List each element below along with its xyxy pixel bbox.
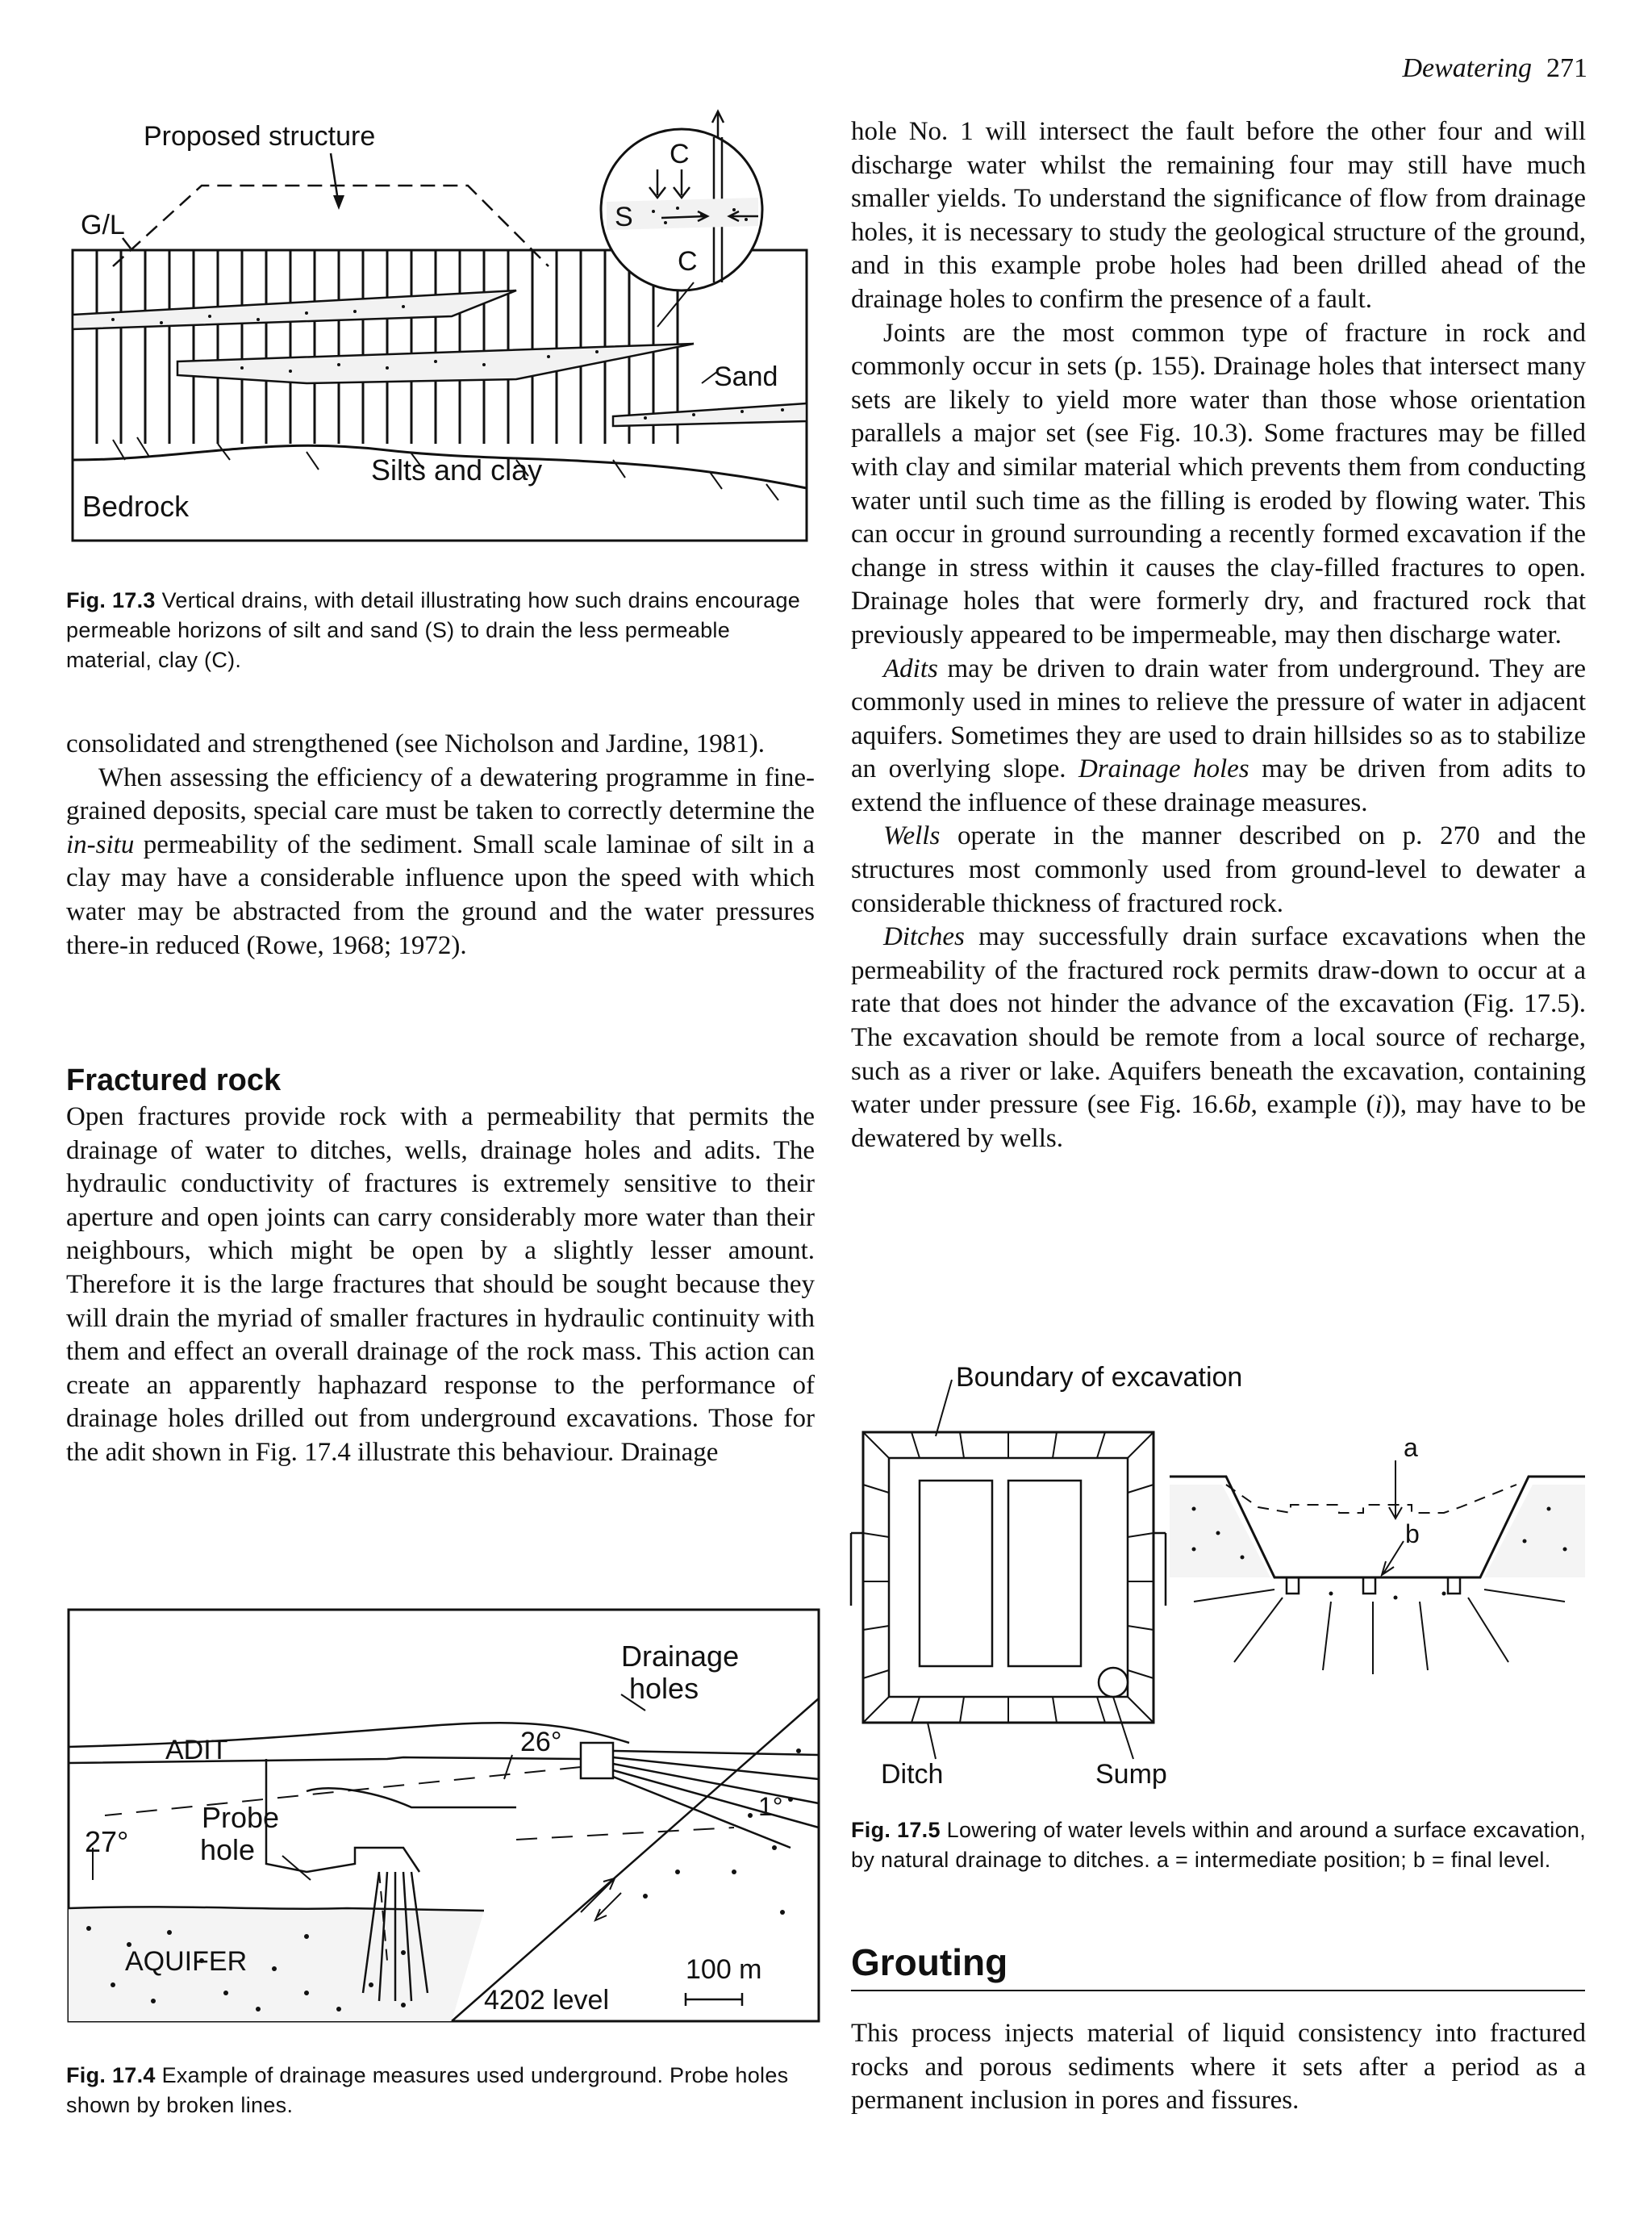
fig174-caption-text: Example of drainage measures used underground. Probe holes shown by broken lines. xyxy=(66,2063,789,2117)
right-p4-italic: Wells xyxy=(883,821,941,851)
right-p5-part-c: )), may have to be dewatered by wells. xyxy=(851,1090,1586,1153)
fig173-label-s: S xyxy=(615,202,633,232)
fig173-label-gl: G/L xyxy=(81,210,125,240)
fig175-label-sump: Sump xyxy=(1095,1759,1167,1790)
fig175-label-ditch: Ditch xyxy=(881,1759,944,1790)
fig174-caption-number: Fig. 17.4 xyxy=(66,2063,156,2087)
right-p5-italic-3: i xyxy=(1375,1090,1383,1120)
right-paragraph-2: Joints are the most common type of fracture in rock and commonly occur in sets (p. 155). Drainage holes that intersect many sets are likely to yield more water than those whose orientation parallels a major set (see Fig. 10.3). Some fractures may be filled with clay and similar material which prevents them from conducting water until such time as the filling is eroded by flowing water. This can occur in ground surrounding a recently formed excavation if the change in stress within it causes the clay-filled fractures to open. Drainage holes that were formerly dry, and fractured rock that previously appeared to be impermeable, may then discharge water. xyxy=(851,318,1586,650)
left-p2-part-a: When assessing the efficiency of a dewatering programme in fine-grained deposits, special care must be taken to correctly determine the xyxy=(66,762,815,826)
fig173-label-bedrock: Bedrock xyxy=(82,490,190,523)
fig174-label-aquifer: AQUIFER xyxy=(125,1946,248,1977)
right-p5-italic: Ditches xyxy=(883,922,965,952)
fig174-caption xyxy=(66,2061,841,2120)
left-column-lower xyxy=(66,1101,815,1470)
left-paragraph-2 xyxy=(66,762,815,963)
fig173-label-sand: Sand xyxy=(714,361,778,392)
fig173-caption-text: Vertical drains, with detail illustrating how such drains encourage permeable horizons of silt and sand (S) to drain the less permeable material, clay (C). xyxy=(66,588,801,672)
right-paragraph-6: This process injects material of liquid consistency into fractured rocks and porous sediments where it sets after a period as a permanent inclusion in pores and fissures. xyxy=(851,2019,1586,2116)
right-p3-italic-2: Drainage holes xyxy=(1078,754,1249,784)
fig173-label-c-top: C xyxy=(670,139,690,169)
right-paragraph-3 xyxy=(851,653,1586,821)
page-number: 271 xyxy=(1546,53,1587,83)
fig175-caption-number: Fig. 17.5 xyxy=(851,1818,941,1842)
right-p3-part-b: may be driven from adits to extend the influence of these drainage measures. xyxy=(851,754,1586,817)
right-p5-part-b: , example ( xyxy=(1250,1090,1375,1120)
left-column-upper xyxy=(66,728,815,963)
figure-17-4 xyxy=(65,1606,831,2033)
fig173-label-c-bottom: C xyxy=(678,246,698,277)
figure-17-5 xyxy=(847,1364,1589,1791)
right-p3-italic: Adits xyxy=(883,654,938,683)
running-title: Dewatering xyxy=(1402,53,1532,83)
fig174-label-adit: ADIT xyxy=(165,1735,228,1765)
fig174-label-scale: 100 m xyxy=(686,1954,762,1985)
right-paragraph-5 xyxy=(851,921,1586,1155)
fig173-caption xyxy=(66,586,816,675)
right-p4-part-a: operate in the manner described on p. 270 and the structures most commonly used from ground-level to dewater a considerable thickness of fractured rock. xyxy=(851,821,1586,918)
fig175-label-a: a xyxy=(1404,1433,1418,1462)
fig174-label-deg1: 1° xyxy=(758,1792,783,1821)
left-p2-part-b: permeability of the sediment. Small scale laminae of silt in a clay may have a considerable influence upon the speed with which water may be abstracted from the ground and the water pressures there-in reduced (Rowe, 1968; 1972). xyxy=(66,829,815,960)
fig175-caption-text: Lowering of water levels within and around a surface excavation, by natural drainage to ditches. a = intermediate position; b = final level. xyxy=(851,1818,1587,1872)
right-column-upper xyxy=(851,115,1586,1155)
right-paragraph-1: hole No. 1 will intersect the fault before the other four and will discharge water whilst the remaining four may still have much smaller yields. To understand the significance of flow from drainage holes, it is necessary to study the geological structure of the ground, and in this example probe holes had been drilled ahead of the drainage holes to confirm the presence of a fault. xyxy=(851,117,1586,314)
right-p5-part-a: may successfully drain surface excavations when the permeability of the fractured rock permits draw-down to occur at a rate that does not hinder the advance of the excavation (Fig. 17.5). The excavation should be remote from a local source of recharge, such as a river or lake. Aquifers beneath the excavation, containing water under pressure (see Fig. 16.6 xyxy=(851,922,1586,1120)
fig174-label-deg27: 27° xyxy=(85,1825,129,1858)
right-p3-part-a: may be driven to drain water from underground. They are commonly used in mines to relieve the pressure of water in adjacent aquifers. Sometimes they are used to drain hillsides so as to stabilize an overlying slope. xyxy=(851,654,1586,784)
right-column-lower xyxy=(851,2017,1586,2118)
right-paragraph-4 xyxy=(851,820,1586,921)
grouting-rule xyxy=(851,1990,1585,1991)
fig175-caption xyxy=(851,1815,1586,1875)
fig174-label-probe: Probe xyxy=(202,1801,280,1834)
left-paragraph-1: consolidated and strengthened (see Nicholson and Jardine, 1981). xyxy=(66,729,766,758)
fig175-label-b: b xyxy=(1405,1519,1420,1548)
fig174-label-level: 4202 level xyxy=(484,1985,610,2016)
fig173-caption-number: Fig. 17.3 xyxy=(66,588,156,612)
figure-17-3 xyxy=(65,105,815,557)
left-paragraph-3: Open fractures provide rock with a permeability that permits the drainage of water to ditches, wells, drainage holes and adits. The hydraulic conductivity of fractures is extremely sensitive to their aperture and open joints can carry considerably more water than their neighbours, which might be open by a slightly lesser amount. Therefore it is the large fractures that should be sought because they will drain the myriad of smaller fractures in hydraulic continuity with them and effect an overall drainage of the rock mass. This action can create an apparently haphazard response to the performance of drainage holes drilled out from underground excavations. Those for the adit shown in Fig. 17.4 illustrate this behaviour. Drainage xyxy=(66,1102,815,1467)
left-p2-italic: in-situ xyxy=(66,829,135,859)
right-p5-italic-2: b xyxy=(1237,1090,1251,1120)
fig174-label-deg26: 26° xyxy=(520,1727,562,1757)
fig173-label-proposed: Proposed structure xyxy=(144,121,376,152)
fig174-label-hole: hole xyxy=(200,1833,256,1866)
fig175-label-boundary: Boundary of excavation xyxy=(956,1364,1243,1393)
heading-fractured-rock: Fractured rock xyxy=(66,1063,282,1097)
running-header xyxy=(1402,53,1587,84)
heading-grouting: Grouting xyxy=(851,1941,1008,1983)
fig174-label-drainage: Drainage xyxy=(621,1640,740,1673)
fig174-label-holes: holes xyxy=(629,1672,699,1705)
fig173-label-silts: Silts and clay xyxy=(371,453,543,487)
